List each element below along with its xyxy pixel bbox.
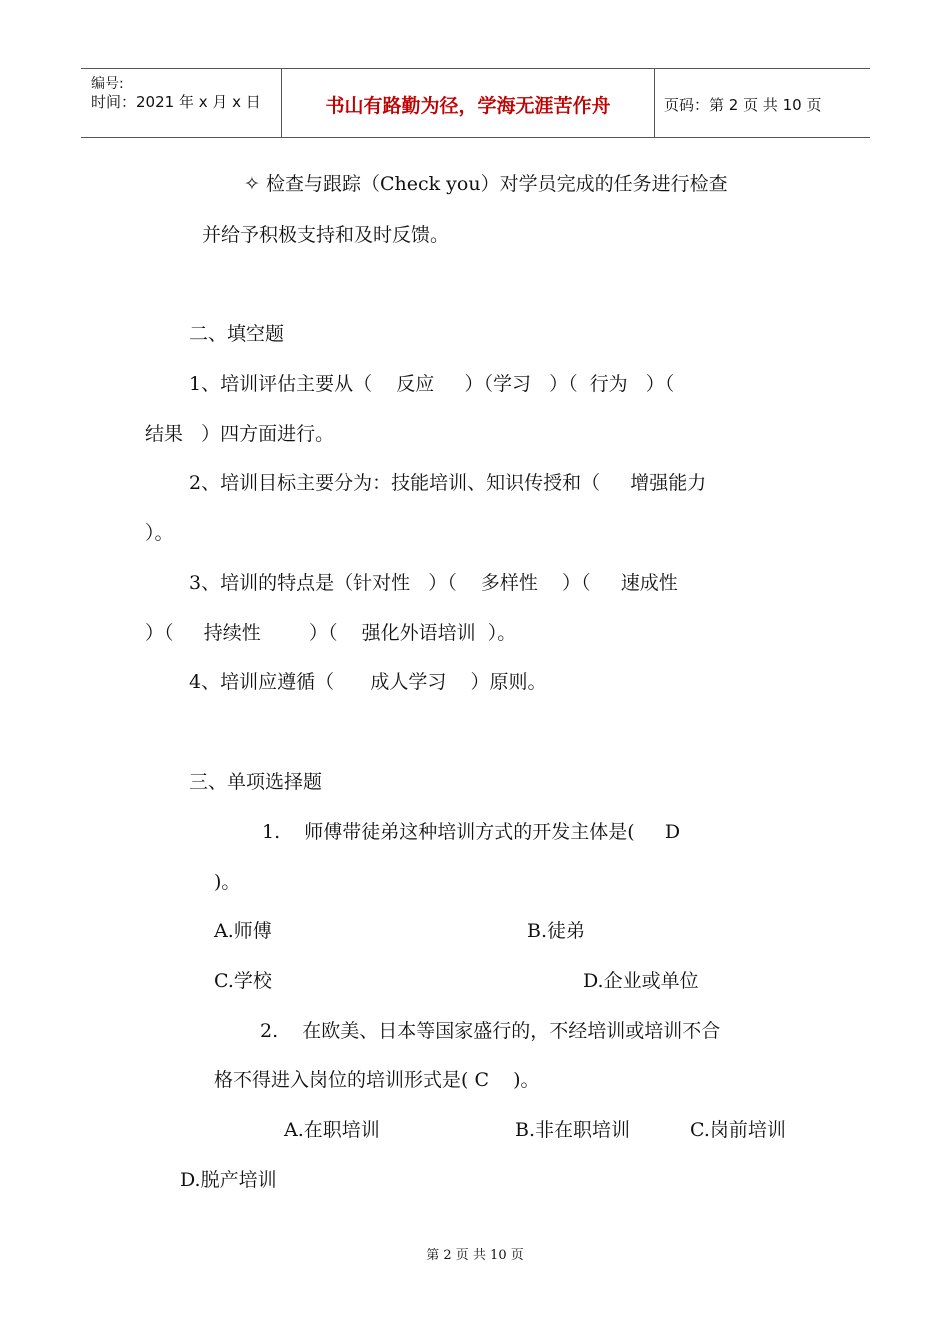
body-line: 并给予积极支持和及时反馈。: [202, 224, 450, 246]
option-c: C.学校: [214, 970, 272, 992]
question-line: 4、培训应遵循（ 成人学习 ）原则。: [189, 671, 547, 693]
header-page-cell: [655, 69, 869, 137]
question-line: 3、培训的特点是（针对性 ）（ 多样性 ）（ 速成性: [189, 572, 678, 594]
option-d: D.企业或单位: [583, 970, 699, 992]
section-heading-single-choice: 三、单项选择题: [189, 771, 323, 793]
header-page-info: 页码：第 2 页 共 10 页: [664, 96, 822, 114]
question-line: )。: [214, 871, 241, 893]
question-line: ）（ 持续性 ）（ 强化外语培训 ）。: [145, 622, 517, 644]
question-line: 2、培训目标主要分为：技能培训、知识传授和（ 增强能力: [189, 472, 707, 494]
option-b: B.非在职培训: [515, 1119, 631, 1141]
header-motto-cell: [282, 69, 655, 137]
body-line: ✧ 检查与跟踪（Check you）对学员完成的任务进行检查: [244, 173, 728, 195]
question-line: 格不得进入岗位的培训形式是( C )。: [214, 1069, 540, 1091]
option-b: B.徒弟: [527, 920, 586, 942]
document-number-label: 编号:: [91, 76, 124, 92]
question-line: 1. 师傅带徒弟这种培训方式的开发主体是( D: [262, 821, 681, 843]
header-motto: 书山有路勤为径，学海无涯苦作舟: [325, 95, 611, 117]
question-line: ）。: [145, 522, 174, 544]
document-date: 时间：2021 年 x 月 x 日: [91, 93, 261, 111]
option-d: D.脱产培训: [180, 1169, 277, 1191]
question-line: 1、培训评估主要从（ 反应 ）（学习 ）（ 行为 ）（: [189, 373, 675, 395]
question-line: 结果 ）四方面进行。: [145, 423, 335, 445]
document-header: [81, 68, 870, 138]
header-meta-cell: [81, 69, 282, 137]
option-a: A.在职培训: [284, 1119, 380, 1141]
section-heading-fill-blank: 二、填空题: [189, 323, 285, 345]
page-footer: 第 2 页 共 10 页: [426, 1248, 524, 1263]
option-c: C.岗前培训: [690, 1119, 786, 1141]
option-a: A.师傅: [214, 920, 272, 942]
question-line: 2. 在欧美、日本等国家盛行的，不经培训或培训不合: [260, 1020, 721, 1042]
